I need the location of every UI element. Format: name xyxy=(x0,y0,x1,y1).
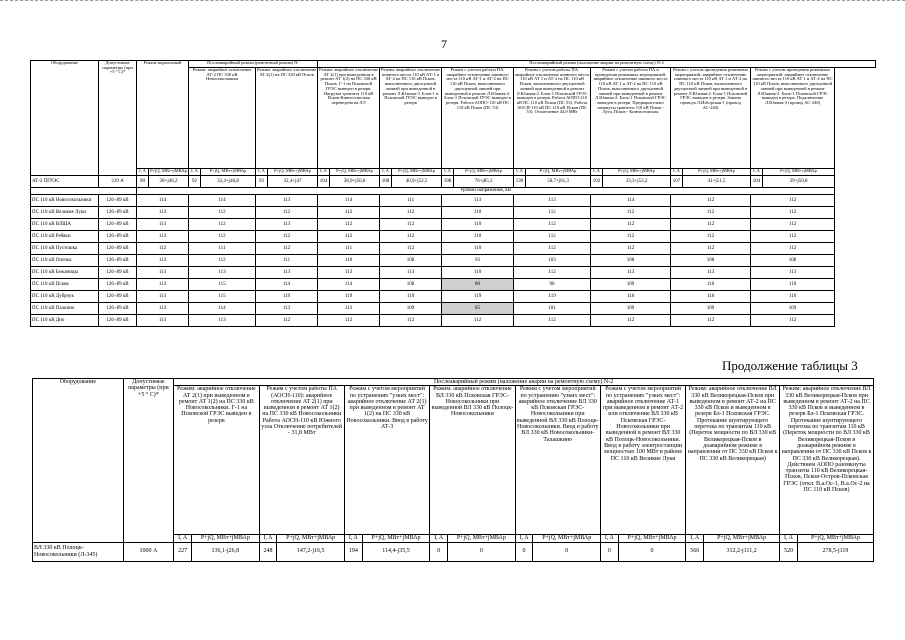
value-cell: 0 xyxy=(515,542,533,561)
unit-i-header: I, A xyxy=(780,535,798,542)
unit-pq-header: P+jQ, МВт+jМВАр xyxy=(448,535,515,542)
voltage-value: 112 xyxy=(514,267,591,279)
page-number: 7 xyxy=(441,37,447,51)
limit-value: 1000 А xyxy=(123,542,174,561)
value-cell: 102 xyxy=(591,176,603,188)
voltage-value: 112 xyxy=(380,243,442,255)
voltage-value: 111 xyxy=(318,243,380,255)
unit-pq-header: P+jQ, МВт+jМВАр xyxy=(268,169,318,176)
voltage-value: 108 xyxy=(671,255,751,267)
voltage-value: 80 xyxy=(442,279,514,291)
substation-name: ПС 110 кВ Псков xyxy=(31,279,99,291)
voltage-value: 112 xyxy=(671,207,751,219)
mode-description: Режим с учетом мероприятий по устранению "узких мест": аварийное отключение АТ-1 при выведенном в ремонт АТ-2 или отключение ВЛ 330 кВ Псковская ГРЭС-Новосокольники при выведенной в ремонт ВЛ 330 кВ Полоцк-Новосокольники. Ввод в работу электростанции мощностью 100 МВт в районе ПС 110 кВ Великие Луки xyxy=(600,386,685,535)
unit-pq-header: P+jQ, МВт+jМВАр xyxy=(330,169,380,176)
voltage-value: 114 xyxy=(256,279,318,291)
voltage-value: 112 xyxy=(751,231,835,243)
substation-name: ПС 110 кВ Ребяки xyxy=(31,231,99,243)
voltage-value: 114 xyxy=(318,279,380,291)
table-row xyxy=(31,243,876,255)
unit-i-header: I, A xyxy=(671,169,683,176)
col-params-header: Допустимые параметры (при +5 ° С)* xyxy=(123,379,174,543)
voltage-value: 119 xyxy=(318,291,380,303)
substation-name: ПС 110 кВ Опочка xyxy=(31,255,99,267)
unit-pq-header: P+jQ, МВт+jМВАр xyxy=(797,535,873,542)
voltage-value: 112 xyxy=(380,315,442,327)
voltage-value: 119 xyxy=(380,291,442,303)
voltage-value: 113 xyxy=(137,291,189,303)
voltage-value: 112 xyxy=(380,219,442,231)
value-cell: 40,9+j52,5 xyxy=(392,176,442,188)
col-postavar-n2-header: Послеаварийный режим (наложение аварии на ремонтную схему) N-2 xyxy=(318,61,876,68)
voltage-value: 108 xyxy=(591,255,671,267)
section-row xyxy=(31,188,876,195)
table-row xyxy=(31,303,876,315)
unit-pq-header: P+jQ, МВт+jМВАр xyxy=(192,535,259,542)
value-cell: 278,5-j119 xyxy=(797,542,873,561)
voltage-value: 112 xyxy=(380,231,442,243)
voltage-value: 113 xyxy=(256,267,318,279)
voltage-value: 112 xyxy=(318,231,380,243)
value-cell: 30+j46,2 xyxy=(149,176,189,188)
value-cell: 147,2-j16,5 xyxy=(277,542,344,561)
voltage-value: 114 xyxy=(189,303,256,315)
mode-description: Режим: аварийное отключение ВЛ 330 кВ Великорецкая-Псков при выведенном в ремонт АТ-2 на ПС 330 кВ Псков и выведенном в резерв Бл-1 Псковская ГРЭС. Протекание шунтирующего перетока по транзитам 110 кВ (Переток мощности по ВЛ 330 кВ Великорецкая-Псков в доаварийном режиме в направлении от ПС 330 кВ Псков к ПС 330 кВ Великорецкая) xyxy=(686,386,780,535)
unit-i-header: I, A xyxy=(686,535,704,542)
voltage-value: 113 xyxy=(442,195,514,207)
value-cell: 104 xyxy=(318,176,330,188)
voltage-value: 112 xyxy=(591,315,671,327)
voltage-value: 112 xyxy=(318,315,380,327)
substation-name: ПС 110 кВ ВЛЩА xyxy=(31,219,99,231)
voltage-value: 115 xyxy=(189,291,256,303)
voltage-value: 110 xyxy=(442,243,514,255)
value-cell: 108 xyxy=(380,176,392,188)
value-cell: 76+j85,3 xyxy=(454,176,514,188)
mode-description: Режим с учетом работы ПА: аварийное отключение шинного места 110 кВ АТ-1 и АТ-2 на ПС 110 кВ Псков, выполненного двухцепной линией при выведенной в ремонт Л.Южная-2. Блок-1 Псковской ГРЭС выведен в резерв. Работа АОПО-110 кВ ПС 110 кВ Псков (ПС 53) xyxy=(442,68,514,169)
voltage-value: 112 xyxy=(751,219,835,231)
limit-value: 126÷89 кВ xyxy=(99,243,137,255)
unit-pq-header: P+jQ, МВт+jМВАр xyxy=(454,169,514,176)
value-cell: 32,4+j47 xyxy=(268,176,318,188)
voltage-value: 115 xyxy=(189,279,256,291)
mode-description: Режим: аварийное отключение АТ-2(1) на ПС 330 кВ Псков xyxy=(256,68,318,169)
voltage-value: 112 xyxy=(514,231,591,243)
unit-i-header: I, A xyxy=(515,535,533,542)
voltage-value: 112 xyxy=(442,315,514,327)
continuation-title: Продолжение таблицы 3 xyxy=(722,358,858,373)
unit-i-header: I, A xyxy=(259,535,277,542)
voltage-value: 112 xyxy=(189,231,256,243)
voltage-value: 112 xyxy=(591,231,671,243)
header-row xyxy=(33,379,874,386)
voltage-value: 112 xyxy=(514,207,591,219)
value-cell: 0 xyxy=(448,542,515,561)
mode-description: Режим с учетом проведения режимных мероприятий: аварийное отключение шинного места 110 кВ АТ 1 и АТ-2 на ПС 110 кВ Псков, выполненного двухцепной линией при выведенной в ремонт Л.Южная-2. Блок-1 Псковской ГРЭС выведен в резерв. Замена провода Л.Изборская-1 (провод АС-240) xyxy=(671,68,751,169)
limit-value: 126÷89 кВ xyxy=(99,315,137,327)
voltage-value: 111 xyxy=(189,243,256,255)
voltage-value: 110 xyxy=(442,231,514,243)
unit-i-header: I, A xyxy=(344,535,362,542)
voltage-value: 113 xyxy=(256,219,318,231)
unit-i-header: I, A xyxy=(751,169,763,176)
col-postavar-header: Послеаварийный режим (наложение аварии на ремонтную схему) N-2 xyxy=(174,379,874,386)
voltage-value: 113 xyxy=(137,219,189,231)
table-upper xyxy=(30,60,876,327)
voltage-value: 109 xyxy=(751,303,835,315)
voltage-value: 113 xyxy=(137,267,189,279)
voltage-value: 116 xyxy=(591,291,671,303)
voltage-value: 109 xyxy=(591,279,671,291)
unit-pq-header: P+jQ, МВт+jМВАр xyxy=(149,169,189,176)
voltage-value: 110 xyxy=(442,207,514,219)
value-cell: 107 xyxy=(671,176,683,188)
voltage-value: 101 xyxy=(514,303,591,315)
value-cell: 139 xyxy=(514,176,526,188)
voltage-value: 112 xyxy=(189,255,256,267)
col-equipment-header: Оборудование xyxy=(33,379,124,543)
voltage-value: 110 xyxy=(442,267,514,279)
value-cell: 227 xyxy=(174,542,192,561)
voltage-value: 112 xyxy=(514,315,591,327)
value-cell: 312,2-j111,2 xyxy=(704,542,780,561)
voltage-value: 112 xyxy=(751,207,835,219)
mode-description: Режим с учетом работы ПА (АОСН-110): аварийное отключение АТ 2(1) при выведенном в ремонт АТ 1(2) на ПС 330 кВ Новосокольники Работа АОСН-110 кВ Южного узла Отключение потребителей - 31,8 МВт xyxy=(259,386,344,535)
unit-pq-header: P+jQ, МВт+jМВАр xyxy=(618,535,685,542)
voltage-value: 112 xyxy=(380,207,442,219)
table-lower xyxy=(32,378,874,562)
table-row xyxy=(31,219,876,231)
table-row xyxy=(31,176,876,188)
value-cell: 114,4-j35,5 xyxy=(362,542,429,561)
unit-pq-header: P+jQ, МВт+jМВАр xyxy=(704,535,780,542)
voltage-value: 112 xyxy=(671,219,751,231)
unit-pq-header: P+jQ, МВт+jМВАр xyxy=(201,169,256,176)
value-cell: 520 xyxy=(780,542,798,561)
unit-i-header: I, A xyxy=(591,169,603,176)
voltage-value: 112 xyxy=(256,207,318,219)
header-row xyxy=(31,61,876,68)
voltage-value: 113 xyxy=(671,267,751,279)
voltage-value: 112 xyxy=(514,243,591,255)
table-row xyxy=(31,315,876,327)
voltage-value: 112 xyxy=(189,207,256,219)
value-cell: 93 xyxy=(256,176,268,188)
voltage-value: 113 xyxy=(137,255,189,267)
section-blank xyxy=(31,188,137,195)
limit-value: 219 А xyxy=(99,176,137,188)
table-row xyxy=(31,207,876,219)
voltage-value: 112 xyxy=(256,243,318,255)
voltage-value: 110 xyxy=(671,279,751,291)
mode-description: Режим: аварийное отключение шинного места 110 кВ АТ-1 и АТ-2 на ПС 110 кВ Псков, выполненного двухцепной линией при выведенной в ремонт Л.Южная-3. Блок-1 и Псковской ГРЭС выведен в резерв xyxy=(380,68,442,169)
voltage-value: 112 xyxy=(318,219,380,231)
voltage-value: 112 xyxy=(671,243,751,255)
unit-pq-header: P+jQ, МВт+jМВАр xyxy=(362,535,429,542)
voltage-value: 113 xyxy=(137,315,189,327)
value-cell: 41+j51,5 xyxy=(683,176,751,188)
mode-description: Режим: аварийное отключение АТ-2 ПС 330 кВ Новосокольники xyxy=(189,68,256,169)
voltage-value: 114 xyxy=(318,195,380,207)
voltage-value: 108 xyxy=(751,255,835,267)
mode-description: Режим: аварийное отключение ВЛ 330 кВ Псковская ГРЭС-Новосокольники при выведенной ВЛ 330 кВ Полоцк-Новосокольники xyxy=(430,386,515,535)
unit-i-header: I, A xyxy=(380,169,392,176)
voltage-value: 112 xyxy=(256,315,318,327)
unit-i-header: I, A xyxy=(442,169,454,176)
substation-name: ПС 110 кВ Дно xyxy=(31,315,99,327)
table-row xyxy=(31,195,876,207)
voltage-value: 113 xyxy=(189,267,256,279)
voltage-value: 114 xyxy=(189,195,256,207)
unit-pq-header: P+jQ, МВт+jМВАр xyxy=(526,169,591,176)
value-cell: 33,3+j53,2 xyxy=(603,176,671,188)
unit-i-header: I, A xyxy=(514,169,526,176)
voltage-value: 113 xyxy=(318,303,380,315)
voltage-value: 112 xyxy=(671,195,751,207)
equipment-name: АТ-2 ПГРЭС xyxy=(31,176,99,188)
mode-description: Режим: аварийное отключение ВЛ 330 кВ Великорецкая-Псков при выведенном в ремонт АТ-2 на ПС 330 кВ Псков и выведенном в резерв Бл-1 Псковская ГРЭС. Протекание шунтирующего перетока по транзитам 110 кВ (Переток мощности по ВЛ 330 кВ Великорецкая-Псков в доаварийном режиме в направлении от ПС 330 кВ Псков к ПС 330 кВ Великорецкая). Действием АОПО разомкнуты транзиты 110 кВ Великорецкая-Псков, Псков-Остров-Псковская ГРЭС (откл. В.а.Ос-1, В.а.Ос-2 на ПС 110 кВ Псков) xyxy=(780,386,874,535)
value-cell: 0 xyxy=(533,542,600,561)
voltage-value: 109 xyxy=(671,303,751,315)
substation-name: ПС 110 кВ Великие Луки xyxy=(31,207,99,219)
value-cell: 136,1-j26,8 xyxy=(192,542,259,561)
value-cell: 39+j50,8 xyxy=(763,176,835,188)
value-cell: 198 xyxy=(442,176,454,188)
voltage-value: 108 xyxy=(380,255,442,267)
mode-description: Режим: аварийное отключение АТ 2(1) при выведенном в ремонт АТ 1(2) на ПС 330 кВ Псков. Г-1 на Псковской ГРЭС выведен в резерв. Нагрузка транзита 110 кВ Псков-Кингисеппская переведена на ЛЭ xyxy=(318,68,380,169)
voltage-value: 113 xyxy=(189,315,256,327)
voltage-value: 109 xyxy=(591,303,671,315)
value-cell: 92 xyxy=(189,176,201,188)
voltage-value: 112 xyxy=(137,243,189,255)
substation-name: ПС 110 кВ Дубрчук xyxy=(31,291,99,303)
value-cell: 0 xyxy=(430,542,448,561)
unit-pq-header: P+jQ, МВт+jМВАр xyxy=(763,169,835,176)
unit-pq-header: P+jQ, МВт+jМВАр xyxy=(277,535,344,542)
voltage-value: 110 xyxy=(751,279,835,291)
voltage-value: 113 xyxy=(137,279,189,291)
value-cell: 194 xyxy=(344,542,362,561)
limit-value: 126÷89 кВ xyxy=(99,195,137,207)
value-cell: 32,4+j46,8 xyxy=(201,176,256,188)
units-row xyxy=(31,169,876,176)
page-top-border xyxy=(0,0,905,2)
substation-name: ПС 110 кВ Палкино xyxy=(31,303,99,315)
table-row xyxy=(31,279,876,291)
value-cell: 58,7+j61,3 xyxy=(526,176,591,188)
substation-name: ПС 110 кВ Новосокольники xyxy=(31,195,99,207)
table-row xyxy=(31,267,876,279)
voltage-value: 90 xyxy=(514,279,591,291)
mode-description: Режим: аварийное отключение АТ 2(1) при выведенном в ремонт АТ 1(2) на ПС 330 кВ Новосокольники. Г-1 на Псковской ГРЭС выведен в резерв xyxy=(174,386,259,535)
voltage-value: 112 xyxy=(751,195,835,207)
voltage-value: 112 xyxy=(671,315,751,327)
voltage-value: 119 xyxy=(514,291,591,303)
substation-name: ПС 110 кВ Бежаницы xyxy=(31,267,99,279)
voltage-value: 119 xyxy=(256,291,318,303)
mode-description: Режим с учетом работы ПА: аварийное отключение шинного места 110 кВ АТ 1 и АТ-2 на ПС 110 кВ Псков, выполненного двухцепной линией при выведенной в ремонт Л.Южная-2. Блок-1 Псковской ГРЭС выведен в резерв. Работа АОПО-110 кВ ПС 110 кВ Псков (ПС 53). Работа АОСН-110 кВ ПС 110 кВ Псков (ПС 53). Отключение 44,9 МВт xyxy=(514,68,591,169)
unit-pq-header: P+jQ, МВт+jМВАр xyxy=(683,169,751,176)
voltage-value: 112 xyxy=(256,231,318,243)
table-row xyxy=(31,291,876,303)
value-cell: 0 xyxy=(600,542,618,561)
mode-description: Режим с учетом мероприятий по устранению "узких мест": аварийное отключение АТ 2(1) при выведенном в ремонт АТ 1(2) на ПС 330 кВ Новосокольники. Ввод в работу АТ-3 xyxy=(344,386,429,535)
voltage-value: 113 xyxy=(751,267,835,279)
mode-description: Режим с учетом проведения режимных мероприятий: аварийное отключение шинного места 110 кВ АТ 1 и АТ-2 на ПС 110 кВ Псков, выполненного двухцепной линией при выведенной в ремонт Л.Южная-2. Блок-1 Псковской ГРЭС выведен в резерв. Подключение Л.Южная-3 (провод АС-240) xyxy=(751,68,835,169)
voltage-value: 113 xyxy=(256,303,318,315)
substation-name: ПС 110 кВ Пустошка xyxy=(31,243,99,255)
voltage-value: 85 xyxy=(442,303,514,315)
col-normal-header: Режим нормальный xyxy=(137,61,189,169)
table-row xyxy=(31,255,876,267)
col-postavar-n1-header: Послеаварийный режим (ремонтный режим) N- xyxy=(189,61,318,68)
voltage-value: 108 xyxy=(380,279,442,291)
section-label: Уровни напряжения, кВ xyxy=(137,188,835,195)
voltage-value: 114 xyxy=(591,195,671,207)
value-cell: 248 xyxy=(259,542,277,561)
limit-value: 126÷89 кВ xyxy=(99,303,137,315)
unit-i-header: I, A xyxy=(430,535,448,542)
value-cell: 90 xyxy=(137,176,149,188)
limit-value: 126÷89 кВ xyxy=(99,207,137,219)
voltage-value: 112 xyxy=(751,315,835,327)
voltage-value: 119 xyxy=(442,291,514,303)
voltage-value: 113 xyxy=(514,195,591,207)
unit-i-header: I, A xyxy=(137,169,149,176)
voltage-value: 114 xyxy=(137,195,189,207)
limit-value: 126÷89 кВ xyxy=(99,255,137,267)
mode-description: Режим с учетом мероприятий по устранению "узких мест": аварийное отключение ВЛ 330 кВ Псковская ГРЭС-Новосокольники при выведенной ВЛ 330 кВ Полоцк-Новосокольники. Ввод в работу ВЛ 330 кВ Новосокольники-Талашкино xyxy=(515,386,600,535)
voltage-value: 112 xyxy=(591,219,671,231)
voltage-value: 112 xyxy=(189,219,256,231)
voltage-value: 111 xyxy=(256,255,318,267)
limit-value: 126÷89 кВ xyxy=(99,279,137,291)
voltage-value: 113 xyxy=(137,303,189,315)
voltage-value: 113 xyxy=(318,267,380,279)
voltage-value: 109 xyxy=(380,303,442,315)
col-params-header: Допустимые параметры (при +5 ° С)* xyxy=(99,61,137,176)
voltage-value: 113 xyxy=(137,231,189,243)
voltage-value: 112 xyxy=(671,231,751,243)
equipment-name: ВЛ 330 кВ Полоцк-Новосокольники (Л-345) xyxy=(33,542,124,561)
unit-i-header: I, A xyxy=(189,169,201,176)
voltage-value: 113 xyxy=(591,267,671,279)
value-cell: 38,9+j50,8 xyxy=(330,176,380,188)
unit-i-header: I, A xyxy=(174,535,192,542)
limit-value: 126÷89 кВ xyxy=(99,231,137,243)
voltage-value: 111 xyxy=(380,195,442,207)
voltage-value: 113 xyxy=(137,207,189,219)
mode-description: Режим с учетом работы ПА и проведения режимных мероприятий: аварийное отключение шинного места 110 кВ АТ 1 и АТ-2 на ПС 110 кВ Псков, выполненного двухцепной линией при выведенной в ремонт Л.Южная-2. Блок-1 Псковской ГРЭС выведен в резерв. Предварительно замкнуты транзиты 110 кВ Псков - Луга, Псков - Кингисеппская xyxy=(591,68,671,169)
unit-i-header: I, A xyxy=(256,169,268,176)
unit-i-header: I, A xyxy=(600,535,618,542)
col-equipment-header: Оборудование xyxy=(31,61,99,176)
voltage-value: 112 xyxy=(591,243,671,255)
value-cell: 0 xyxy=(618,542,685,561)
table-row xyxy=(33,542,874,561)
unit-pq-header: P+jQ, МВт+jМВАр xyxy=(533,535,600,542)
table-row xyxy=(31,231,876,243)
voltage-value: 110 xyxy=(318,255,380,267)
voltage-value: 93 xyxy=(442,255,514,267)
value-cell: 566 xyxy=(686,542,704,561)
voltage-value: 113 xyxy=(380,267,442,279)
voltage-value: 103 xyxy=(514,255,591,267)
voltage-value: 116 xyxy=(751,291,835,303)
limit-value: 126÷89 кВ xyxy=(99,291,137,303)
limit-value: 126÷89 кВ xyxy=(99,267,137,279)
voltage-value: 113 xyxy=(256,195,318,207)
voltage-value: 112 xyxy=(751,243,835,255)
voltage-value: 110 xyxy=(442,219,514,231)
unit-pq-header: P+jQ, МВт+jМВАр xyxy=(603,169,671,176)
limit-value: 126÷89 кВ xyxy=(99,219,137,231)
value-cell: 104 xyxy=(751,176,763,188)
voltage-value: 112 xyxy=(318,207,380,219)
voltage-value: 112 xyxy=(514,219,591,231)
voltage-value: 112 xyxy=(591,207,671,219)
unit-i-header: I, A xyxy=(318,169,330,176)
voltage-value: 116 xyxy=(671,291,751,303)
unit-pq-header: P+jQ, МВт+jМВАр xyxy=(392,169,442,176)
